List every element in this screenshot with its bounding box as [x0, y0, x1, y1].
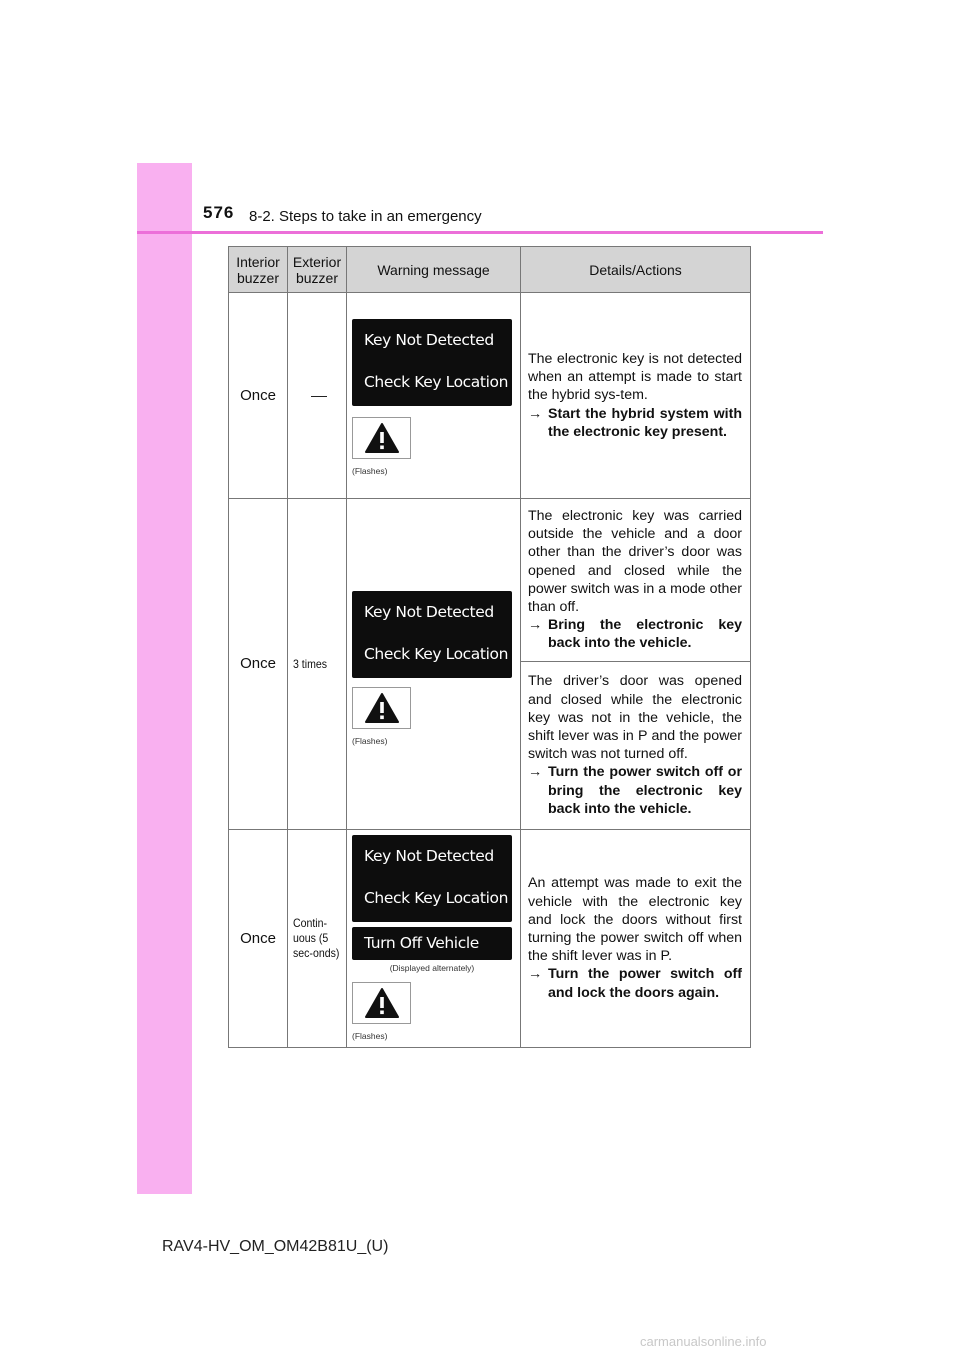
table-row — [229, 829, 751, 1047]
message-line: Check Key Location — [364, 645, 508, 664]
message-line: Key Not Detected — [364, 847, 494, 866]
table-row — [229, 499, 751, 662]
column-header: Warning message — [347, 247, 521, 293]
exterior-buzzer-cell: 3 times — [288, 499, 347, 830]
warning-triangle-icon — [352, 687, 411, 729]
message-display — [352, 319, 512, 406]
document-id: RAV4-HV_OM_OM42B81U_(U) — [162, 1238, 389, 1255]
warning-triangle-icon — [352, 417, 411, 459]
detail-text: The electronic key is not detected when an attempt is made to start the hybrid sys-tem. — [528, 350, 742, 404]
warning-triangle-icon — [352, 982, 411, 1024]
message-line: Key Not Detected — [364, 331, 494, 349]
message-display — [352, 927, 512, 960]
warning-message-cell — [347, 499, 521, 830]
side-tab-bar — [137, 163, 192, 1194]
header-rule — [137, 231, 823, 234]
column-header: Exterior buzzer — [288, 247, 347, 293]
warning-message-cell — [347, 829, 521, 1047]
column-header: Interior buzzer — [229, 247, 288, 293]
exterior-buzzer-cell — [288, 293, 347, 499]
icon-caption: (Flashes) — [352, 736, 388, 747]
dash-mark — [311, 396, 327, 397]
detail-text: The electronic key was carried outside the vehicle and a door other than the driver’s door was opened and closed while the power switch was in a mode other than off. — [528, 508, 742, 616]
detail-text: An attempt was made to exit the vehicle with the electronic key and lock the doors without first turning the power switch off when the shift lever was in P. — [528, 875, 742, 965]
warning-message-cell — [347, 293, 521, 499]
display-caption: (Displayed alternately) — [389, 963, 475, 974]
column-header: Details/Actions — [521, 247, 751, 293]
action-text: → Turn the power switch off and lock the doors again. — [528, 966, 742, 1001]
details-cell — [521, 829, 751, 1047]
icon-caption: (Flashes) — [352, 1031, 388, 1042]
message-line: Check Key Location — [364, 889, 508, 908]
interior-buzzer-cell: Once — [229, 499, 288, 830]
detail-text: The driver’s door was opened and closed while the electronic key was not in the vehicle, the shift lever was in P and the power switch was not turned off. — [528, 673, 742, 763]
message-line: Key Not Detected — [364, 603, 494, 622]
action-text: → Bring the electronic key back into the vehicle. — [528, 617, 742, 652]
page-number: 576 — [203, 203, 235, 222]
section-title: 8-2. Steps to take in an emergency — [249, 208, 482, 225]
table-header-row — [229, 247, 751, 293]
icon-caption: (Flashes) — [352, 466, 388, 476]
details-cell — [521, 293, 751, 499]
watermark: carmanualsonline.info — [640, 1334, 767, 1349]
message-display — [352, 591, 512, 678]
details-cell — [521, 661, 751, 829]
message-display — [352, 835, 512, 922]
message-line: Check Key Location — [364, 373, 508, 391]
exterior-buzzer-cell: Contin-uous (5 sec-onds) — [288, 829, 347, 1047]
action-text: → Start the hybrid system with the electronic key present. — [528, 405, 742, 440]
interior-buzzer-cell: Once — [229, 293, 288, 499]
action-text: → Turn the power switch off or bring the electronic key back into the vehicle. — [528, 764, 742, 817]
warning-table — [228, 246, 751, 1048]
message-line: Turn Off Vehicle — [364, 934, 479, 953]
details-cell — [521, 499, 751, 662]
interior-buzzer-cell: Once — [229, 829, 288, 1047]
table-row — [229, 293, 751, 499]
